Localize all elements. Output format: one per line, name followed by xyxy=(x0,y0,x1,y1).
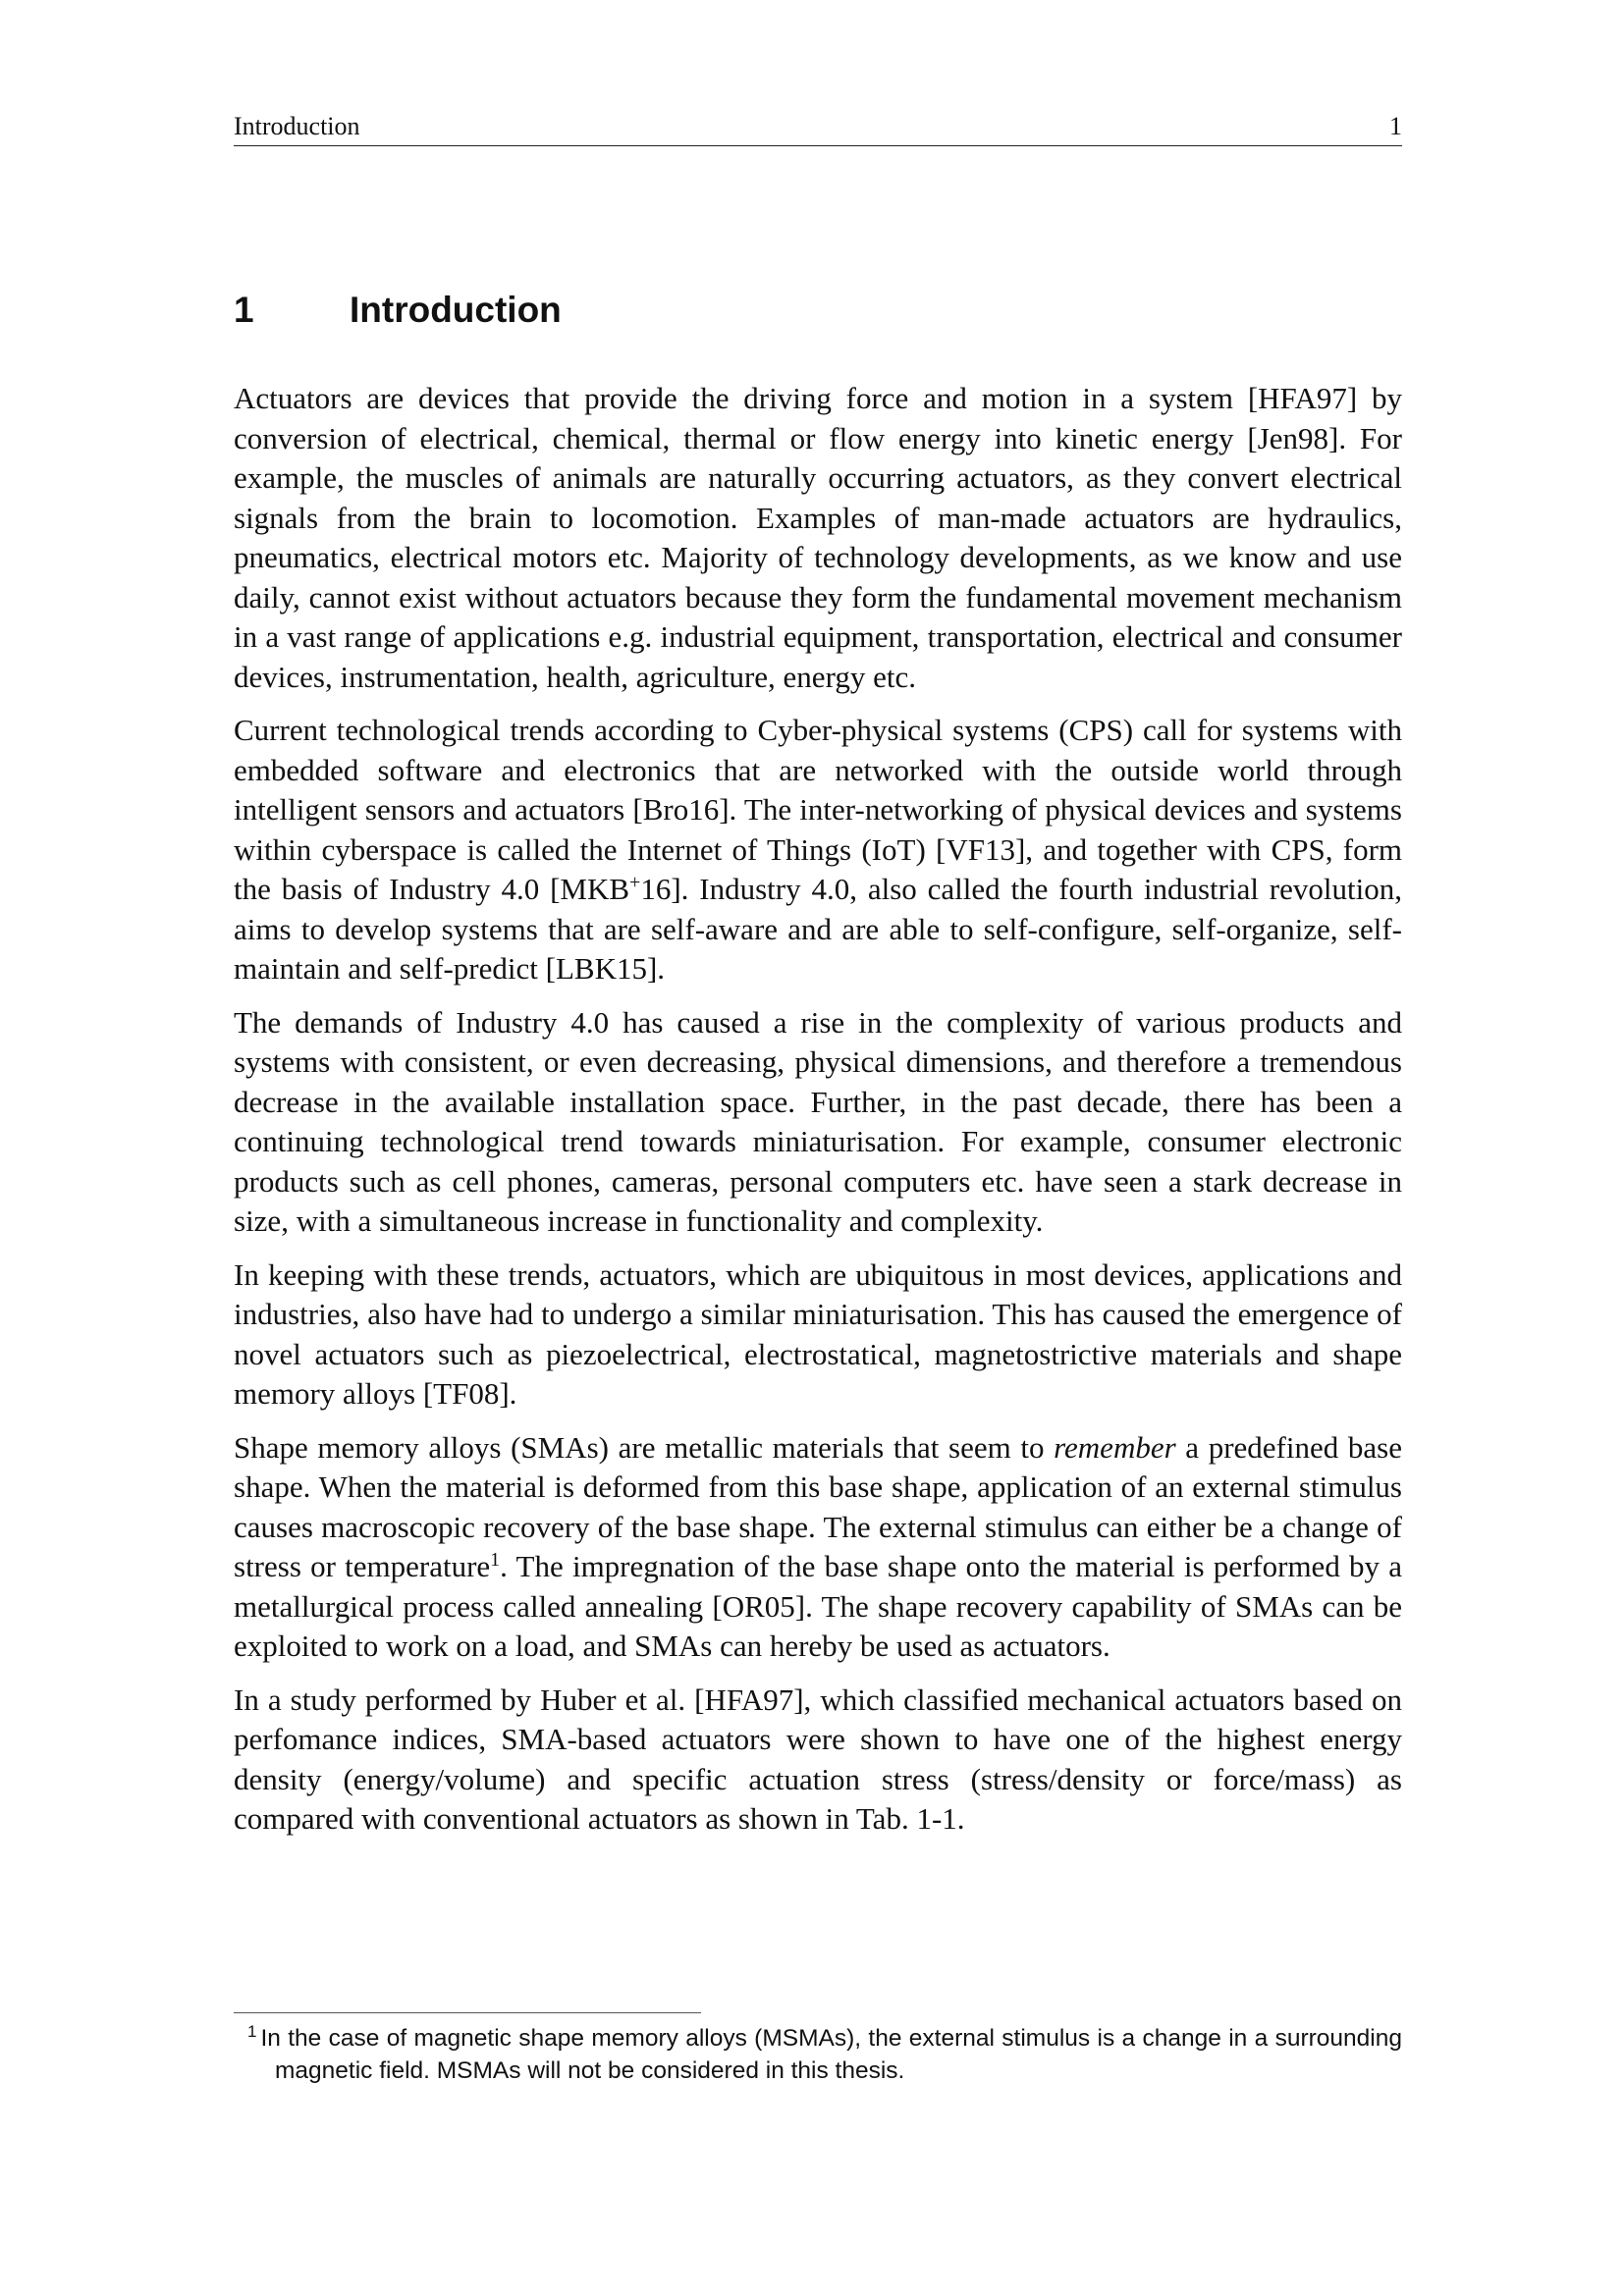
running-header xyxy=(234,110,1402,146)
paragraph-5-part-a: Shape memory alloys (SMAs) are metallic materials that seem to xyxy=(234,1429,1055,1465)
paragraph-5-part-c: . The impregnation of the base shape onto the material is performed by a metallurgical process called annealing [OR05]. The shape recovery capability of SMAs can be exploited to work on a load, and SMAs can hereby be used as actuators. xyxy=(234,1549,1402,1663)
paragraph-5 xyxy=(234,1428,1402,1667)
paragraph-1: Actuators are devices that provide the driving force and motion in a system [HFA97] by conversion of electrical, chemical, thermal or flow energy into kinetic energy [Jen98]. For example, the muscles of animals are naturally occurring actuators, as they convert electrical signals from the brain to locomotion. Examples of man-made actuators are hydraulics, pneumatics, electrical motors etc. Majority of technology developments, as we know and use daily, cannot exist without actuators because they form the fundamental movement mechanism in a vast range of applications e.g. industrial equipment, transportation, electrical and consumer devices, instrumentation, health, agriculture, energy etc. xyxy=(234,381,1402,694)
body-text xyxy=(234,379,1402,1853)
paragraph-4: In keeping with these trends, actuators, which are ubiquitous in most devices, applications and industries, also have had to undergo a similar miniaturisation. This has caused the emergence of novel actuators such as piezoelectrical, electrostatical, magnetostrictive materials and shape memory alloys [TF08]. xyxy=(234,1256,1402,1411)
paragraph-2 xyxy=(234,711,1402,989)
page xyxy=(234,0,1402,2296)
chapter-title: Introduction xyxy=(350,290,562,330)
paragraph-2-part-b: 16]. Industry 4.0, also called the fourth industrial revolution, aims to develop systems that are self-aware and are able to self-configure, self-organize, self-maintain and self-predict [LBK15]. xyxy=(234,872,1402,986)
paragraph-3: The demands of Industry 4.0 has caused a rise in the complexity of various products and systems with consistent, or even decreasing, physical dimensions, and therefore a tremendous decrease in the available installation space. Further, in the past decade, there has been a continuing technological trend towards miniaturisation. For example, consumer electronic products such as cell phones, cameras, personal computers etc. have seen a stark decrease in size, with a simultaneous increase in functionality and complexity. xyxy=(234,1004,1402,1238)
chapter-number: 1 xyxy=(234,290,254,330)
footnote-reference[interactable]: 1 xyxy=(490,1549,501,1571)
footnote-marker: 1 xyxy=(247,2022,257,2041)
emphasis-remember: remember xyxy=(1054,1429,1176,1465)
footnote-text: In the case of magnetic shape memory alloys (MSMAs), the external stimulus is a change in a surrounding magnetic field. MSMAs will not be considered in this thesis. xyxy=(260,2025,1402,2084)
running-title: Introduction xyxy=(234,112,360,140)
page-number: 1 xyxy=(1389,112,1402,140)
footnote xyxy=(247,2022,1402,2087)
paragraph-2-part-a: Current technological trends according to Cyber-physical systems (CPS) call for systems with embedded software and electronics that are networked with the outside world through intelligent sensors and actuators [Bro16]. The inter-networking of physical devices and systems within cyberspace is called the Internet of Things (IoT) [VF13], and together with CPS, form the basis of Industry 4.0 [MKB xyxy=(234,713,1402,906)
chapter-heading xyxy=(234,287,1402,334)
paragraph-6: In a study performed by Huber et al. [HFA97], which classified mechanical actuators based on perfomance indices, SMA-based actuators were shown to have one of the highest energy density (energy/volume) and specific actuation stress (stress/density or force/mass) as compared with conventional actuators as shown in Tab. 1-1. xyxy=(234,1682,1402,1836)
paragraph-5-part-b: a predefined base shape. When the material is deformed from this base shape, application of an external stimulus causes macroscopic recovery of the base shape. The external stimulus can either be a change of stress or temperature xyxy=(234,1429,1402,1583)
citation-superscript: + xyxy=(629,872,641,893)
footnote-divider xyxy=(234,2012,701,2013)
